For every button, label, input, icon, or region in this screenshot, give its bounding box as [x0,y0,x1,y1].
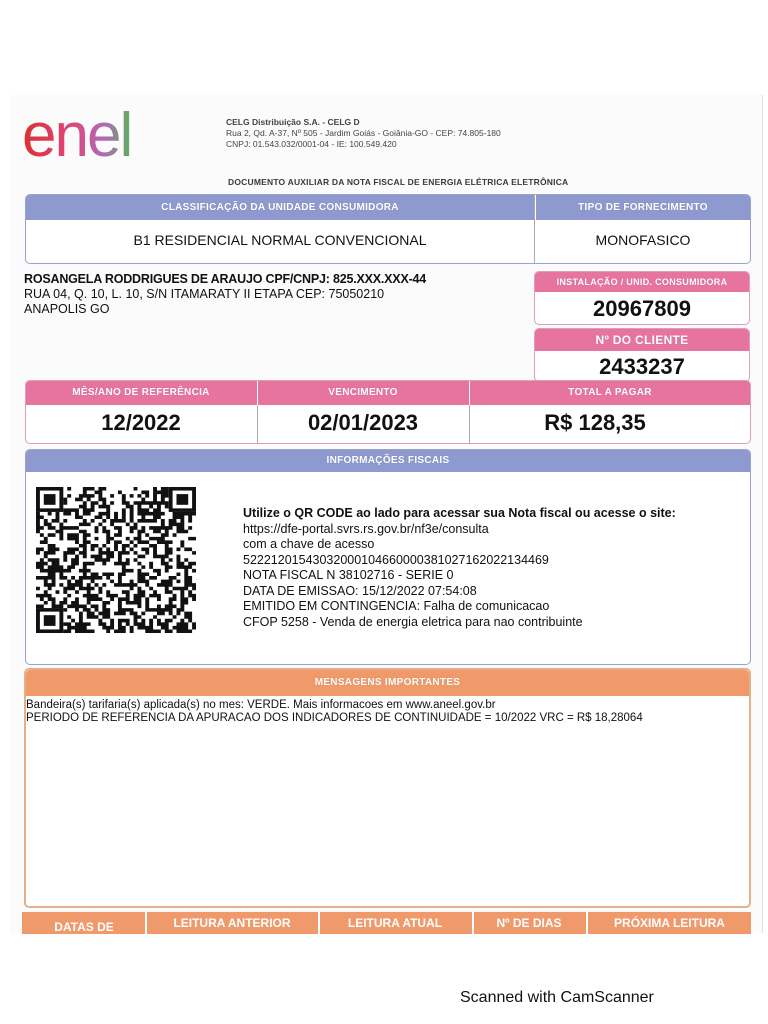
readings-col-previous: LEITURA ANTERIOR [173,916,291,930]
fiscal-access-key: 52221201543032000104660000381027162022134469 [243,552,549,567]
client-city: ANAPOLIS GO [24,302,110,316]
divider [534,195,535,263]
svg-text:enel: enel [22,106,132,166]
classification-header: CLASSIFICAÇÃO DA UNIDADE CONSUMIDORA [26,195,534,220]
readings-col-current: LEITURA ATUAL [347,916,443,930]
supply-type-value: MONOFASICO [595,232,691,248]
company-address: Rua 2, Qd. A-37, Nº 505 - Jardim Goiás - Goiânia-GO - CEP: 74.805-180 [226,128,501,138]
scanner-watermark: Scanned with CamScanner [460,989,654,1006]
enel-logo [22,106,194,166]
classification-value: B1 RESIDENCIAL NORMAL CONVENCIONAL [133,232,427,248]
reference-month-value: 12/2022 [101,410,181,435]
readings-col-days: Nº DE DIAS [496,916,562,930]
readings-col-next: PRÓXIMA LEITURA [614,916,725,930]
installation-label: INSTALAÇÃO / UNID. CONSUMIDORA [535,272,749,292]
message-line: Bandeira(s) tarifaria(s) aplicada(s) no mes: VERDE. Mais informacoes em www.aneel.gov.br [26,699,496,711]
total-value: R$ 128,35 [544,410,646,435]
qr-finder-pattern [176,494,188,505]
client-address: RUA 04, Q. 10, L. 10, S/N ITAMARATY II ETAPA CEP: 75050210 [24,287,385,301]
due-date-label: VENCIMENTO [328,387,398,398]
message-line: PERIODO DE REFERENCIA DA APURACAO DOS INDICADORES DE CONTINUIDADE = 10/2022 VRC = R$ 18,28064 [26,712,643,724]
qr-finder-pattern [44,615,56,626]
fiscal-line: EMITIDO EM CONTINGENCIA: Falha de comunicacao [243,599,550,613]
messages-text [26,699,741,725]
total-label: TOTAL A PAGAR [568,387,652,398]
installation-value: 20967809 [593,296,691,321]
fiscal-line: CFOP 5258 - Venda de energia eletrica para nao contribuinte [243,614,583,629]
company-info [226,117,501,150]
supply-type-header: TIPO DE FORNECIMENTO [536,195,750,220]
company-ids: CNPJ: 01.543.032/0001-04 - IE: 100.549.420 [226,139,397,149]
fiscal-line: com a chave de acesso [243,537,375,551]
reference-month-label: MÊS/ANO DE REFERÊNCIA [72,387,210,398]
client-number-label: Nº DO CLIENTE [535,329,749,351]
fiscal-line: NOTA FISCAL N 38102716 - SERIE 0 [243,568,454,582]
qr-code[interactable] [36,487,196,633]
due-date-value: 02/01/2023 [307,410,419,435]
fiscal-url[interactable]: https://dfe-portal.svrs.rs.gov.br/nf3e/consulta [243,521,489,536]
fiscal-line: Utilize o QR CODE ao lado para acessar sua Nota fiscal ou acesse o site: [243,506,676,520]
fiscal-info-header: INFORMAÇÕES FISCAIS [26,450,750,472]
client-info [24,272,534,317]
readings-col-dates: DATAS DE [54,920,114,934]
document-title: DOCUMENTO AUXILIAR DA NOTA FISCAL DE ENERGIA ELÉTRICA ELETRÔNICA [228,177,569,187]
client-number-value: 2433237 [599,354,685,379]
company-name: CELG Distribuição S.A. - CELG D [226,117,360,127]
fiscal-info-text [243,506,743,630]
messages-header: MENSAGENS IMPORTANTES [26,670,749,696]
fiscal-line: DATA DE EMISSAO: 15/12/2022 07:54:08 [243,583,477,598]
qr-finder-pattern [44,494,56,505]
client-name: ROSANGELA RODDRIGUES DE ARAUJO CPF/CNPJ: 825.XXX.XXX-44 [24,272,427,286]
